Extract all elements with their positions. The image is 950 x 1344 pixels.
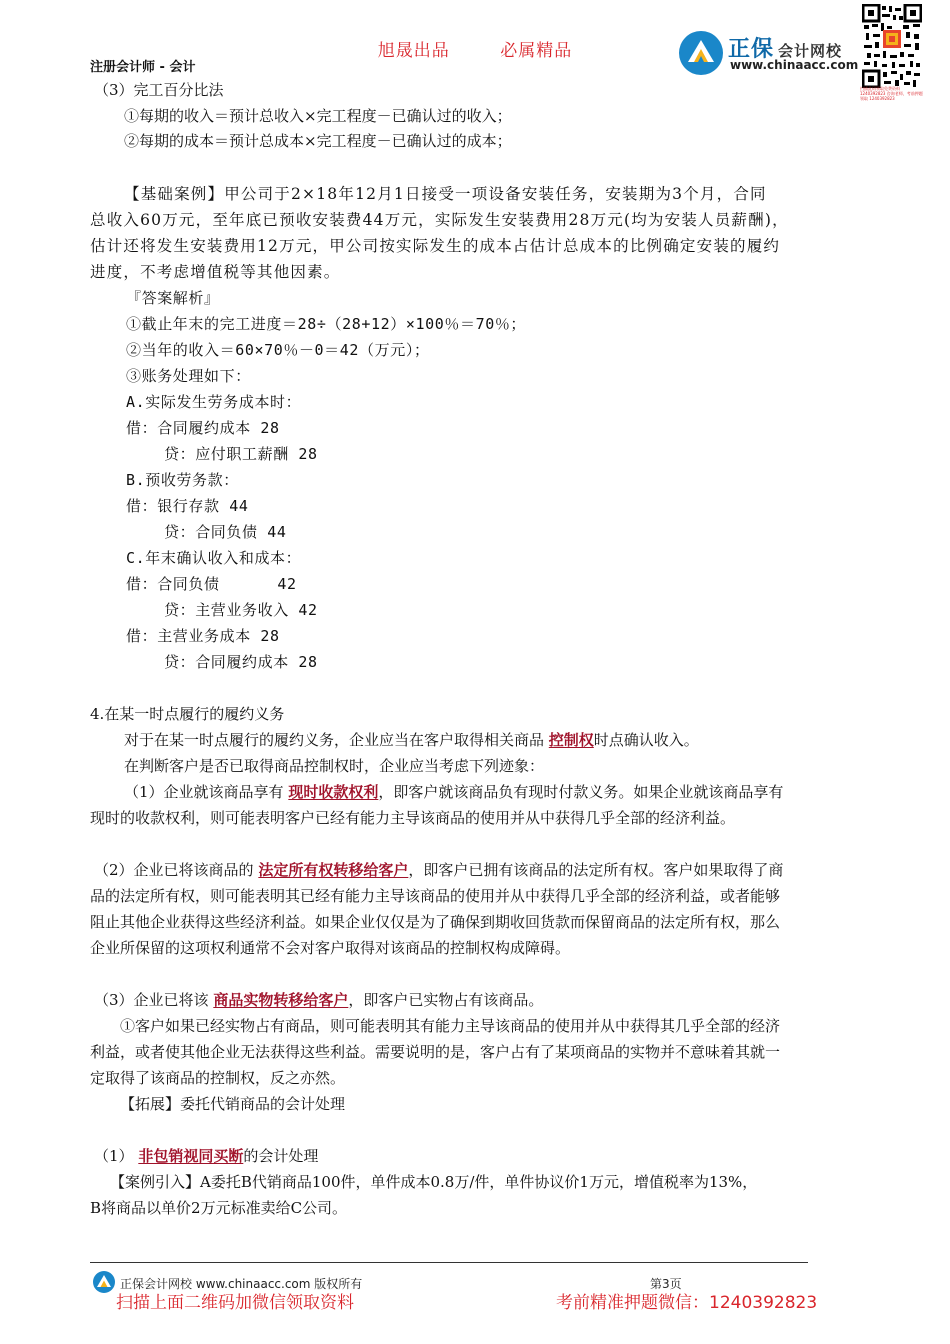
keyword-control-right: 控制权 [548, 731, 594, 749]
keyword-non-buyout: 非包销视同买断 [138, 1147, 244, 1165]
page-subtitle: 注册会计师 - 会计 [90, 60, 196, 75]
indicator-3-line-4: 定取得了该商品的控制权，反之亦然。 [90, 1069, 346, 1087]
indicator-3-line-1: （3）企业已将该 商品实物转移给客户，即客户已实物占有该商品。 [94, 991, 544, 1009]
brand-logo-icon [678, 30, 724, 76]
case-line-1: 【基础案例】甲公司于2×18年12月1日接受一项设备安装任务，安装期为3个月，合同 [124, 185, 767, 203]
footer-promo-right: 考前精准押题微信：1240392823 [556, 1293, 818, 1313]
entry-c-credit-1: 贷：主营业务收入 42 [164, 601, 318, 619]
entry-a-title: A.实际发生劳务成本时： [126, 393, 302, 411]
keyword-present-right: 现时收款权利 [288, 783, 379, 801]
footer-divider [90, 1262, 808, 1263]
footer-copyright: 正保会计网校 www.chinaacc.com 版权所有 [120, 1277, 363, 1291]
entry-c-title: C.年末确认收入和成本： [126, 549, 302, 567]
case-line-2: 总收入60万元，至年底已预收安装费44万元，实际发生安装费用28万元(均为安装人员薪酬)， [90, 211, 789, 229]
brand-name-suffix: 会计网校 [778, 42, 843, 60]
brand-name-main: 正保 [728, 37, 775, 62]
entry-b-title: B.预收劳务款： [126, 471, 239, 489]
formula-revenue: ①每期的收入＝预计总收入×完工程度－已确认过的收入； [124, 107, 512, 125]
subheading-completion-method: （3）完工百分比法 [94, 81, 224, 99]
case-line-4: 进度，不考虑增值税等其他因素。 [90, 263, 341, 281]
brand-url: www.chinaacc.com [730, 58, 859, 72]
answer-step-2: ②当年的收入＝60×70％－0＝42（万元）； [126, 341, 430, 359]
footer-promo-left: 扫描上面二维码加微信领取资料 [116, 1293, 354, 1313]
para-control-point: 对于在某一时点履行的履约义务，企业应当在客户取得相关商品 控制权时点确认收入。 [124, 731, 699, 749]
answer-heading: 『答案解析』 [126, 289, 220, 307]
entry-b-debit: 借：银行存款 44 [126, 497, 249, 515]
entry-c-debit-1: 借：合同负债 42 [126, 575, 297, 593]
brand-logo-block [678, 28, 858, 78]
indicator-2-line-2: 品的法定所有权，则可能表明其已经有能力主导该商品的使用并从中获得几乎全部的经济利益，或者能够 [90, 887, 781, 905]
section-4-heading: 4.在某一时点履行的履约义务 [90, 705, 285, 723]
entry-c-credit-2: 贷：合同履约成本 28 [164, 653, 318, 671]
entry-c-debit-2: 借：主营业务成本 28 [126, 627, 280, 645]
slogan-left: 旭晟出品 [377, 41, 450, 61]
case-intro-line-2: B将商品以单价2万元标准卖给C公司。 [90, 1199, 348, 1217]
qr-code-icon [862, 4, 922, 88]
footer-logo-icon [92, 1270, 116, 1294]
para-indicators: 在判断客户是否已取得商品控制权时，企业应当考虑下列迹象： [124, 757, 545, 775]
indicator-2-line-3: 阻止其他企业获得这些经济利益。如果企业仅仅是为了确保到期收回货款而保留商品的法定所有权，那么 [90, 913, 781, 931]
indicator-1-line-1: （1）企业就该商品享有 现时收款权利，即客户就该商品负有现时付款义务。如果企业就该商品享有 [124, 783, 784, 801]
answer-step-3: ③账务处理如下： [126, 367, 251, 385]
indicator-2-line-1: （2）企业已将该商品的 法定所有权转移给客户，即客户已拥有该商品的法定所有权。客户如果取得了商 [94, 861, 784, 879]
formula-cost: ②每期的成本＝预计总成本×完工程度－已确认过的成本； [124, 132, 512, 150]
answer-step-1: ①截止年末的完工进度＝28÷（28+12）×100％＝70％； [126, 315, 527, 333]
extension-heading: 【拓展】委托代销商品的会计处理 [120, 1095, 346, 1113]
entry-a-credit: 贷：应付职工薪酬 28 [164, 445, 318, 463]
qr-note: 扫描此码领取免费资料 1240392823 咨询老师，考前押题领取 1240392823 [860, 86, 923, 101]
case-line-3: 估计还将发生安装费用12万元，甲公司按实际发生的成本占估计总成本的比例确定安装的履约 [90, 237, 781, 255]
entry-b-credit: 贷：合同负债 44 [164, 523, 287, 541]
entry-a-debit: 借：合同履约成本 28 [126, 419, 280, 437]
indicator-3-line-3: 利益，或者使其他企业无法获得这些利益。需要说明的是，客户占有了某项商品的实物并不意味着其就一 [90, 1043, 781, 1061]
case-intro-line-1: 【案例引入】A委托B代销商品100件，单件成本0.8万/件，单件协议价1万元，增值税率为13%， [110, 1173, 758, 1191]
indicator-1-line-2: 现时的收款权利，则可能表明客户已经有能力主导该商品的使用并从中获得几乎全部的经济利益。 [90, 809, 736, 827]
keyword-physical-transfer: 商品实物转移给客户 [213, 991, 349, 1009]
keyword-legal-title: 法定所有权转移给客户 [258, 861, 409, 879]
indicator-3-line-2: ①客户如果已经实物占有商品，则可能表明其有能力主导该商品的使用并从中获得其几乎全部的经济 [120, 1017, 781, 1035]
indicator-2-line-4: 企业所保留的这项权利通常不会对客户取得对该商品的控制权构成障碍。 [90, 939, 571, 957]
footer-page-number: 第3页 [650, 1277, 682, 1291]
slogan-right: 必属精品 [500, 41, 573, 61]
extension-item-1: （1） 非包销视同买断的会计处理 [94, 1147, 319, 1165]
